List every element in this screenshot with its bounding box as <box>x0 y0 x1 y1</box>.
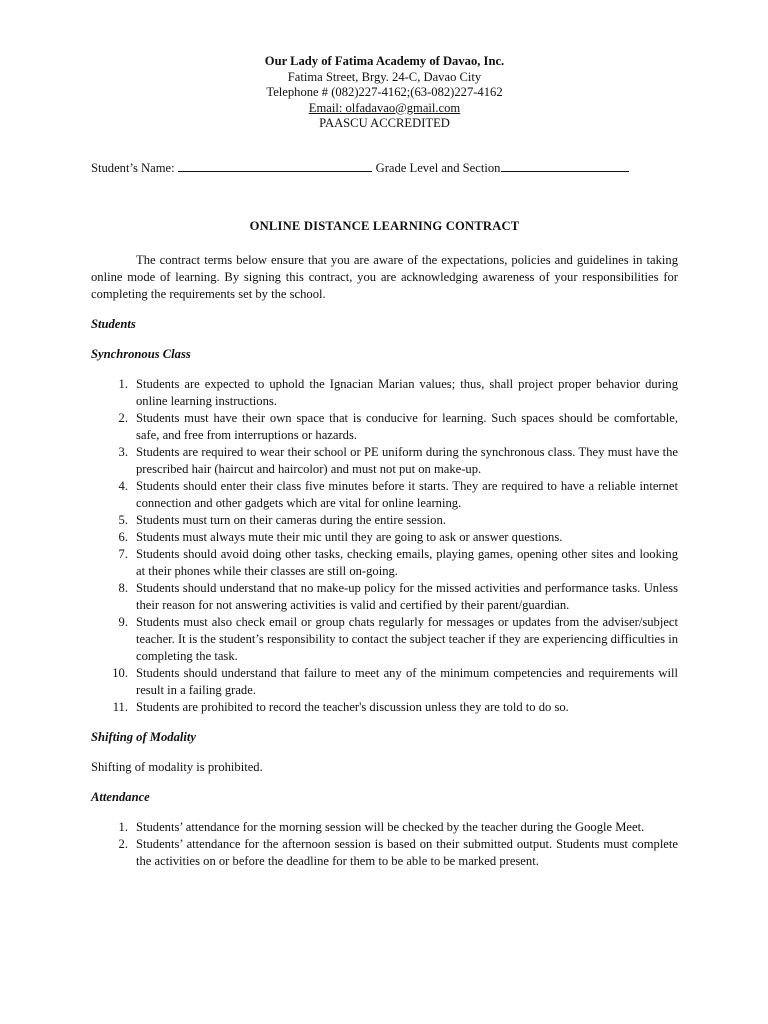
list-number: 3. <box>118 444 128 459</box>
document-title: ONLINE DISTANCE LEARNING CONTRACT <box>249 218 520 233</box>
list-text: Students are prohibited to record the teacher's discussion unless they are told to do so. <box>136 699 569 714</box>
list-number: 4. <box>118 478 128 493</box>
grade-level-label: Grade Level and Section <box>375 160 501 175</box>
list-number: 1. <box>118 376 128 391</box>
list-text: Students are required to wear their school or PE uniform during the synchronous class. They must have the prescribed hair (haircut and haircolor) and must not put on make-up. <box>136 444 678 476</box>
list-item <box>91 699 678 716</box>
list-text: Students must always mute their mic until they are going to ask or answer questions. <box>136 529 563 544</box>
attendance-rules-list <box>91 819 678 870</box>
modality-paragraph: Shifting of modality is prohibited. <box>91 759 263 774</box>
list-number: 7. <box>118 546 128 561</box>
student-name-blank[interactable] <box>178 159 372 172</box>
letterhead <box>91 54 678 132</box>
list-item <box>91 444 678 478</box>
accreditation: PAASCU ACCREDITED <box>319 116 450 130</box>
list-item <box>91 529 678 546</box>
list-number: 1. <box>118 819 128 834</box>
list-text: Students should enter their class five minutes before it starts. They are required to have a reliable internet connection and other gadgets which are vital for online learning. <box>136 478 678 510</box>
list-item <box>91 580 678 614</box>
list-item <box>91 665 678 699</box>
list-text: Students must turn on their cameras during the entire session. <box>136 512 446 527</box>
intro-paragraph: The contract terms below ensure that you are aware of the expectations, policies and guidelines in taking online mode of learning. By signing this contract, you are acknowledging awareness of your responsibilities for completing the requirements set by the school. <box>91 252 678 301</box>
list-number: 5. <box>118 512 128 527</box>
list-text: Students are expected to uphold the Ignacian Marian values; thus, shall project proper behavior during online learning instructions. <box>136 376 678 408</box>
student-info-fields <box>91 159 678 177</box>
synchronous-class-heading: Synchronous Class <box>91 346 191 361</box>
list-text: Students should avoid doing other tasks, checking emails, playing games, opening other sites and looking at their phones while their classes are still on-going. <box>136 546 678 578</box>
list-number: 9. <box>118 614 128 629</box>
list-number: 8. <box>118 580 128 595</box>
list-number: 2. <box>118 410 128 425</box>
list-number: 6. <box>118 529 128 544</box>
list-text: Students should understand that no make-up policy for the missed activities and performance tasks. Unless their reason for not answering activities is valid and certified by their parent/guardian. <box>136 580 678 612</box>
list-number: 2. <box>118 836 128 851</box>
school-telephone: Telephone # (082)227-4162;(63-082)227-4162 <box>266 85 503 99</box>
synchronous-rules-list <box>91 376 678 716</box>
list-item <box>91 546 678 580</box>
list-text: Students’ attendance for the morning session will be checked by the teacher during the Google Meet. <box>136 819 645 834</box>
attendance-heading: Attendance <box>91 789 150 804</box>
list-text: Students must have their own space that is conducive for learning. Such spaces should be comfortable, safe, and free from interruptions or hazards. <box>136 410 678 442</box>
list-text: Students should understand that failure to meet any of the minimum competencies and requirements will result in a failing grade. <box>136 665 678 697</box>
list-item <box>91 478 678 512</box>
list-item <box>91 614 678 665</box>
list-text: Students’ attendance for the afternoon session is based on their submitted output. Students must complete the activities on or before the deadline for them to be able to be marked present. <box>136 836 678 868</box>
list-number: 11. <box>112 699 128 714</box>
student-name-label: Student’s Name: <box>91 160 175 175</box>
list-item <box>91 376 678 410</box>
students-heading: Students <box>91 316 136 331</box>
list-item <box>91 410 678 444</box>
list-text: Students must also check email or group chats regularly for messages or updates from the adviser/subject teacher. It is the student’s responsibility to contact the subject teacher if they are experiencing difficulties in completing the task. <box>136 614 678 663</box>
school-name: Our Lady of Fatima Academy of Davao, Inc. <box>264 54 505 68</box>
list-item <box>91 819 678 836</box>
school-address: Fatima Street, Brgy. 24-C, Davao City <box>287 69 482 84</box>
grade-level-blank[interactable] <box>501 159 629 172</box>
list-number: 10. <box>112 665 128 680</box>
shifting-of-modality-heading: Shifting of Modality <box>91 729 196 744</box>
list-item <box>91 512 678 529</box>
list-item <box>91 836 678 870</box>
school-email[interactable]: Email: olfadavao@gmail.com <box>308 100 461 115</box>
